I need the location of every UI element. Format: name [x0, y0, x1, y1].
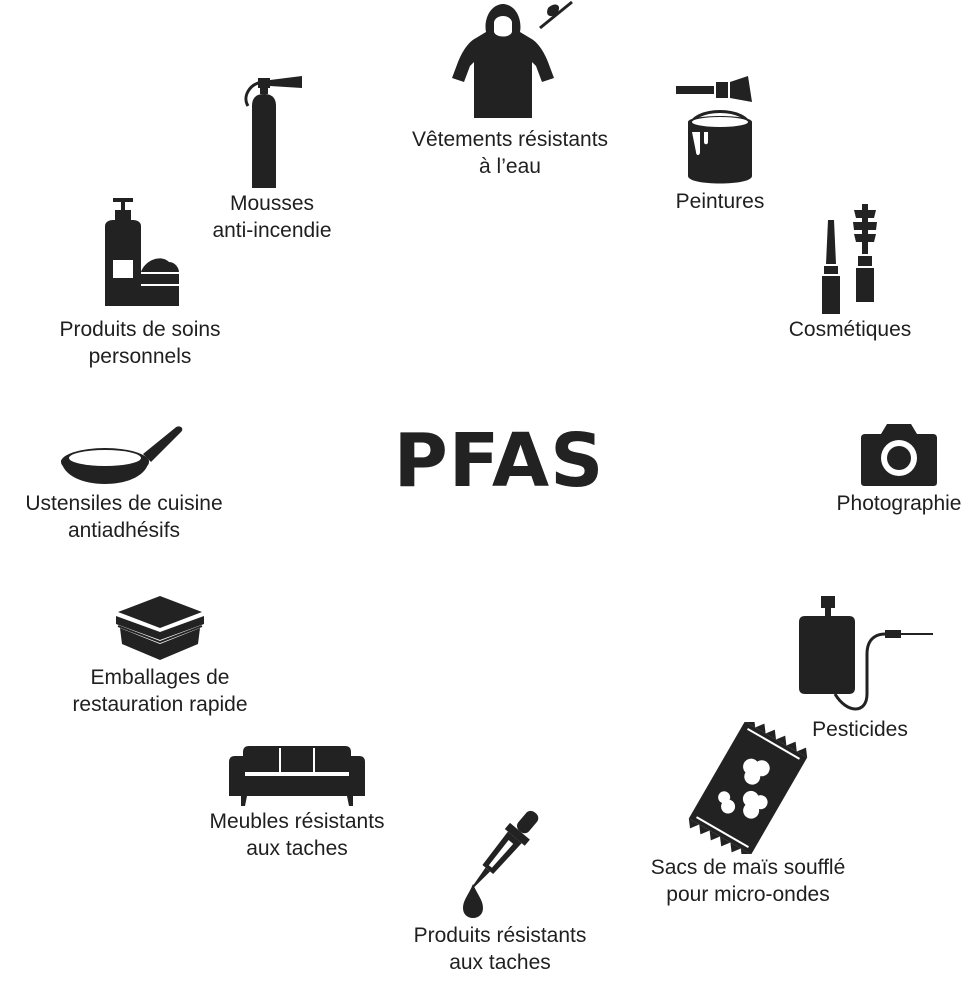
- item-label-line2: aux taches: [246, 837, 348, 860]
- item-label-line2: antiadhésifs: [67, 519, 181, 542]
- item-nonstick-cookware: [4, 424, 244, 544]
- camera-icon: [859, 418, 939, 490]
- mascara-lipgloss-icon: [810, 204, 890, 316]
- page-title: PFAS: [393, 418, 605, 504]
- item-photography: [818, 418, 980, 517]
- item-microwave-popcorn-bags: [618, 722, 878, 908]
- item-label-line2: pour micro-ondes: [666, 883, 830, 906]
- sofa-icon: [227, 742, 367, 808]
- item-label-line2: anti-incendie: [212, 219, 332, 242]
- item-label-line1: Vêtements résistants: [411, 128, 609, 151]
- item-label-line1: Meubles résistants: [209, 810, 385, 833]
- paint-can-brush-icon: [670, 76, 770, 188]
- item-label-line1: Ustensiles de cuisine: [25, 492, 223, 515]
- item-fast-food-packaging: [40, 594, 280, 718]
- popcorn-bag-icon: [678, 722, 818, 854]
- item-label-line1: Peintures: [675, 190, 765, 213]
- item-label-line1: Produits de soins: [59, 318, 221, 341]
- item-label-line1: Pesticides: [812, 718, 908, 741]
- item-label-line1: Emballages de: [90, 666, 230, 689]
- item-stain-resistant-furniture: [172, 742, 422, 862]
- item-label-line2: restauration rapide: [72, 693, 248, 716]
- item-label-line1: Produits résistants: [413, 924, 587, 947]
- item-firefighting-foams: [172, 76, 372, 244]
- sprayer-icon: [785, 594, 935, 716]
- item-pesticides: [770, 594, 950, 743]
- item-cosmetics: [770, 204, 930, 343]
- item-label-line1: Photographie: [836, 492, 962, 515]
- item-label-line1: Mousses: [229, 192, 315, 215]
- food-container-icon: [112, 594, 208, 664]
- item-label-line2: aux taches: [449, 951, 551, 974]
- item-label-line2: personnels: [88, 345, 192, 368]
- item-water-resistant-clothing: [390, 0, 630, 180]
- item-label-line1: Cosmétiques: [788, 318, 912, 341]
- item-label-line1: Sacs de maïs soufflé: [650, 856, 846, 879]
- fire-extinguisher-icon: [230, 76, 314, 190]
- item-paints: [640, 76, 800, 215]
- frying-pan-icon: [59, 424, 189, 490]
- dropper-icon: [455, 800, 545, 922]
- jacket-icon: [440, 0, 580, 126]
- item-label-line2: à l’eau: [479, 155, 541, 178]
